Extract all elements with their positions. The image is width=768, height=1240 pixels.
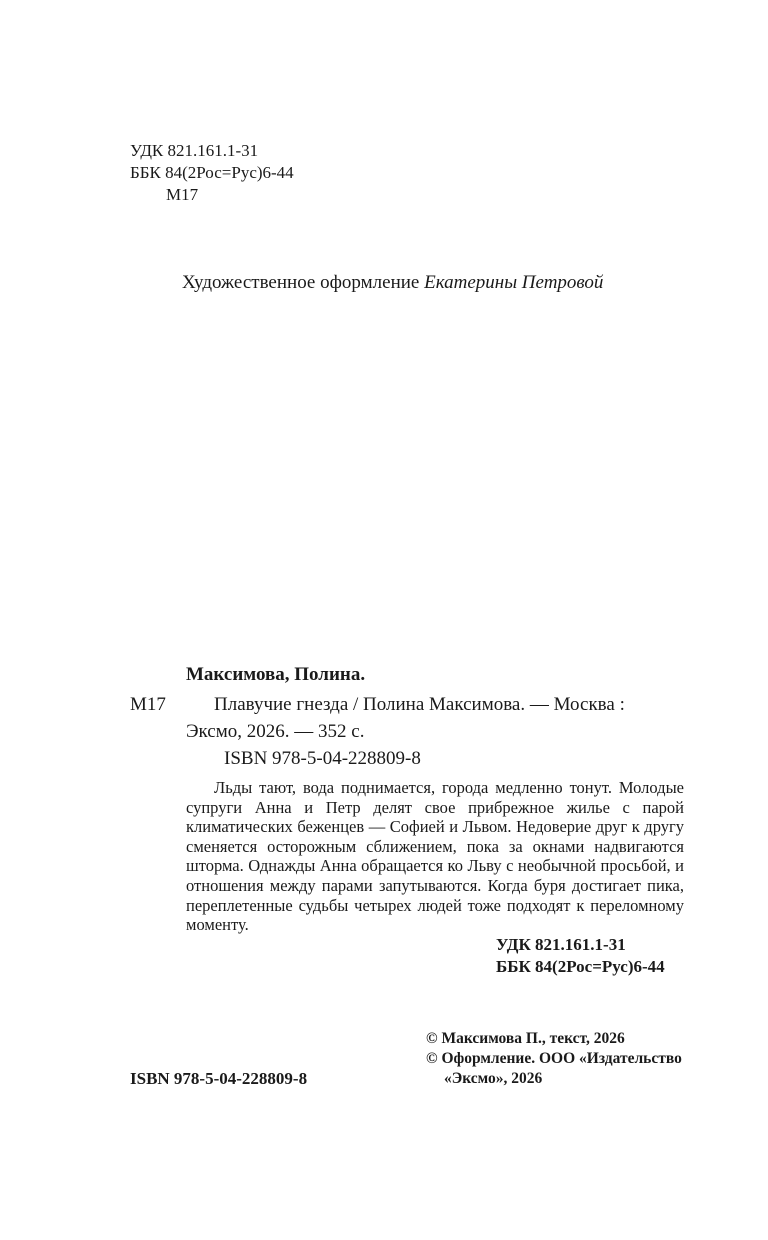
title-line: Плавучие гнезда / Полина Максимова. — Москва : — [214, 694, 625, 715]
imprint-line: Эксмо, 2026. — 352 с. — [186, 721, 365, 742]
bbk-code-bottom: ББК 84(2Рос=Рус)6-44 — [496, 957, 665, 976]
bbk-code: ББК 84(2Рос=Рус)6-44 — [130, 163, 294, 182]
annotation-text: Льды тают, вода поднимается, города медленно тонут. Молодые супруги Анна и Петр делят свое прибрежное жилье с парой климатических беженцев — Софией и Львом. Недоверие друг к другу сменяется осторожным сближением, пока за окнами надвигаются шторма. Однажды Анна обращается ко Льву с необычной просьбой, и отношения между парами запутываются. Когда буря достигает пика, переплетенные судьбы четырех людей тоже подходят к переломному моменту. — [186, 778, 684, 935]
record-isbn: ISBN 978-5-04-228809-8 — [224, 748, 421, 769]
copyright-text: © Максимова П., текст, 2026 — [426, 1030, 625, 1047]
design-credit — [182, 272, 603, 294]
udk-code-bottom: УДК 821.161.1-31 — [496, 935, 626, 954]
design-credit-prefix: Художественное оформление — [182, 272, 420, 293]
udk-code: УДК 821.161.1-31 — [130, 141, 259, 160]
designer-name: Екатерины Петровой — [424, 272, 604, 293]
isbn-bottom: ISBN 978-5-04-228809-8 — [130, 1069, 308, 1088]
copyright-design-line-1: © Оформление. ООО «Издательство — [426, 1050, 682, 1067]
record-author-mark: М17 — [130, 694, 166, 715]
author-heading: Максимова, Полина. — [186, 664, 366, 685]
author-mark: М17 — [166, 185, 199, 204]
copyright-design-line-2: «Эксмо», 2026 — [444, 1070, 543, 1087]
